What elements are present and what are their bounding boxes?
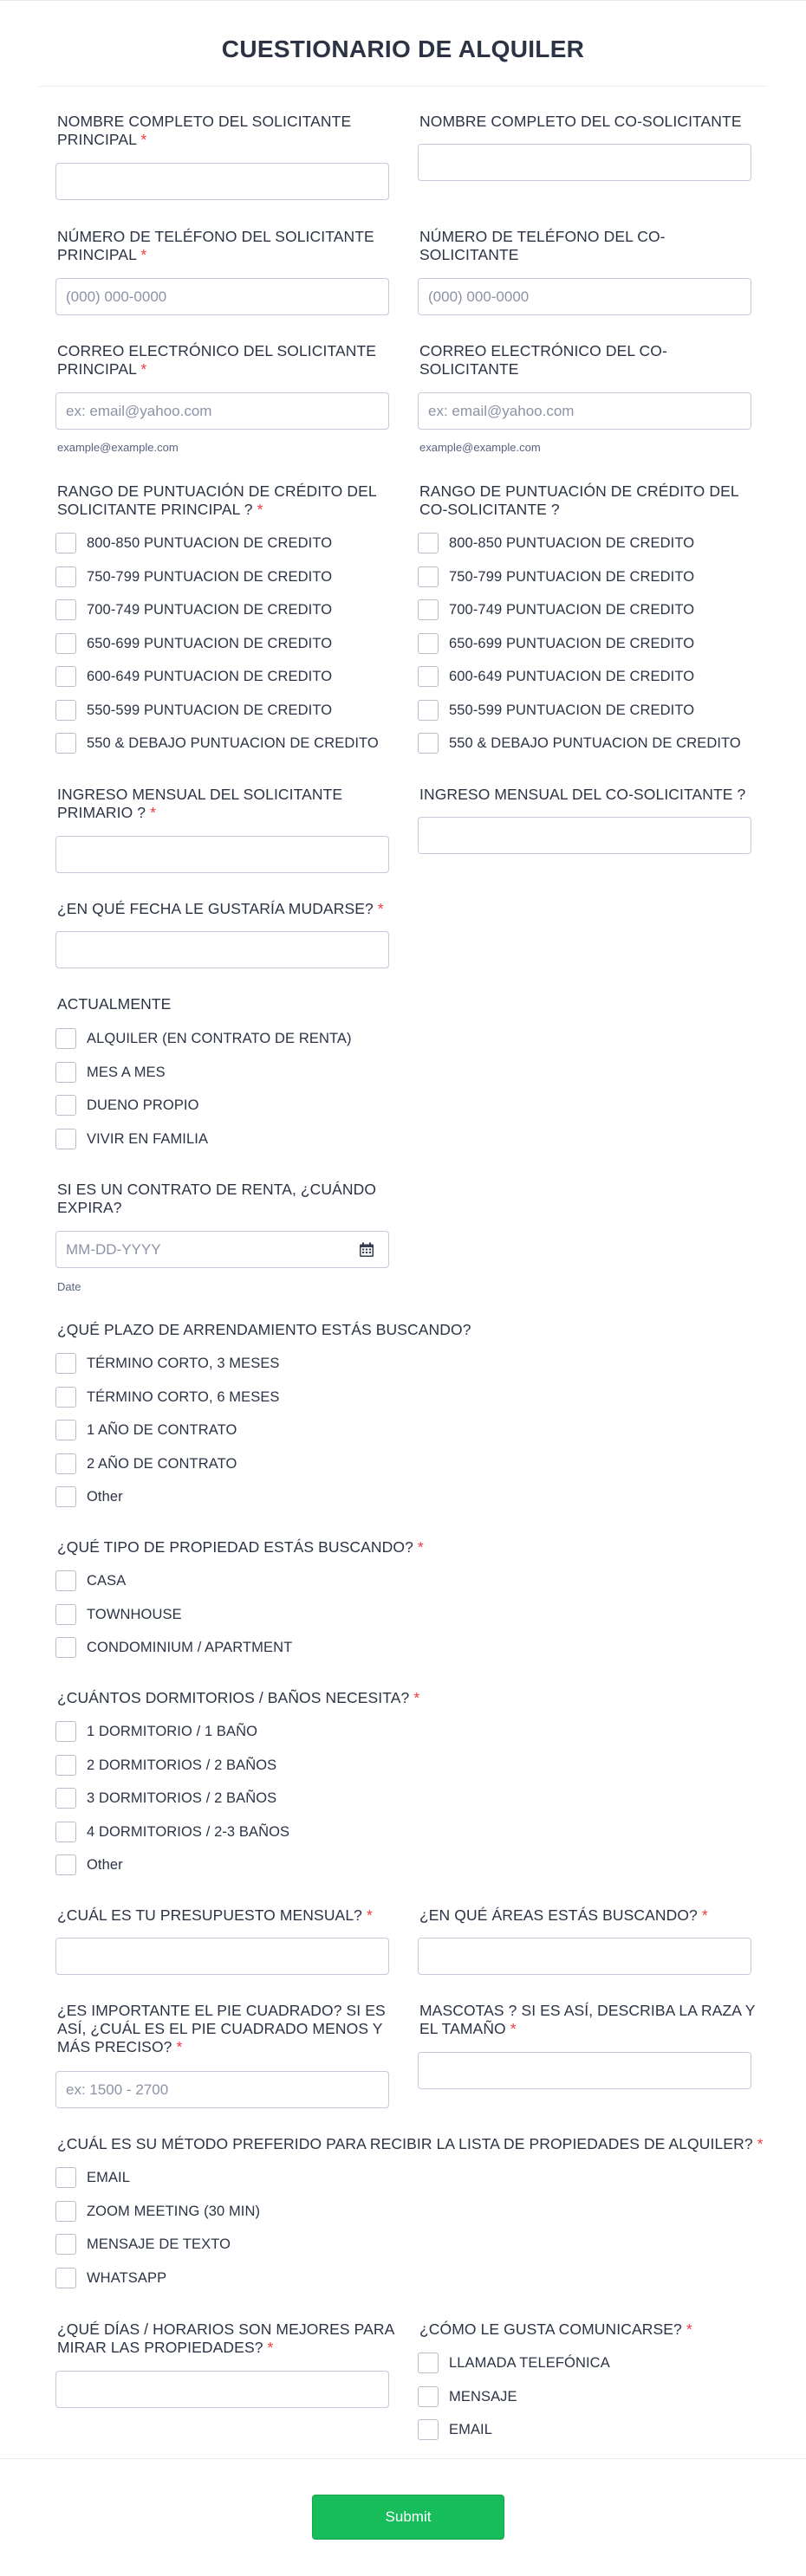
rooms-option[interactable] xyxy=(55,1854,123,1875)
credit-co-option[interactable] xyxy=(418,533,694,553)
lease-term-option[interactable] xyxy=(55,1453,237,1474)
credit-co-option-label: 650-699 PUNTUACION DE CREDITO xyxy=(449,635,695,651)
phone-primary-label: NÚMERO DE TELÉFONO DEL SOLICITANTE PRINCIPAL * xyxy=(57,228,374,263)
income-co-label: INGRESO MENSUAL DEL CO-SOLICITANTE ? xyxy=(419,786,746,803)
property-type-checkbox[interactable] xyxy=(55,1637,76,1658)
income-primary-label: INGRESO MENSUAL DEL SOLICITANTE PRIMARIO ? * xyxy=(57,786,343,821)
credit-primary-option[interactable] xyxy=(55,700,332,721)
rooms-option-label: 2 DORMITORIOS / 2 BAÑOS xyxy=(87,1757,277,1773)
credit-primary-option[interactable] xyxy=(55,666,332,687)
credit-co-checkbox[interactable] xyxy=(418,533,439,553)
areas-label: ¿EN QUÉ ÁREAS ESTÁS BUSCANDO? * xyxy=(419,1906,708,1924)
pets-input[interactable] xyxy=(418,2052,751,2089)
budget-input[interactable] xyxy=(55,1938,389,1975)
lease-term-option-label: 1 AÑO DE CONTRATO xyxy=(87,1421,237,1438)
credit-primary-option[interactable] xyxy=(55,733,379,754)
viewing-times-input[interactable] xyxy=(55,2371,389,2408)
credit-primary-checkbox[interactable] xyxy=(55,633,76,654)
list-method-checkbox[interactable] xyxy=(55,2234,76,2255)
budget-label: ¿CUÁL ES TU PRESUPUESTO MENSUAL? * xyxy=(57,1906,373,1924)
list-method-option-label: ZOOM MEETING (30 MIN) xyxy=(87,2203,261,2219)
credit-co-option-label: 700-749 PUNTUACION DE CREDITO xyxy=(449,601,695,618)
credit-co-checkbox[interactable] xyxy=(418,700,439,721)
phone-co-label: NÚMERO DE TELÉFONO DEL CO-SOLICITANTE xyxy=(419,228,666,263)
rooms-checkbox[interactable] xyxy=(55,1721,76,1742)
move-date-label: ¿EN QUÉ FECHA LE GUSTARÍA MUDARSE? * xyxy=(57,900,384,917)
list-method-checkbox[interactable] xyxy=(55,2268,76,2288)
lease-term-checkbox[interactable] xyxy=(55,1486,76,1507)
credit-co-option-label: 800-850 PUNTUACION DE CREDITO xyxy=(449,534,695,551)
property-type-option[interactable] xyxy=(55,1637,292,1658)
sqft-input[interactable] xyxy=(55,2071,389,2108)
rooms-option-label: 3 DORMITORIOS / 2 BAÑOS xyxy=(87,1790,277,1806)
lease-term-label: ¿QUÉ PLAZO DE ARRENDAMIENTO ESTÁS BUSCANDO? xyxy=(57,1321,471,1338)
credit-primary-option[interactable] xyxy=(55,566,332,587)
credit-co-option[interactable] xyxy=(418,633,694,654)
credit-co-option-label: 600-649 PUNTUACION DE CREDITO xyxy=(449,668,695,684)
rooms-option[interactable] xyxy=(55,1788,276,1809)
property-type-option-label: CASA xyxy=(87,1572,127,1589)
current-option[interactable] xyxy=(55,1095,199,1116)
phone-co-input[interactable] xyxy=(418,278,751,315)
credit-primary-option-label: 550-599 PUNTUACION DE CREDITO xyxy=(87,702,333,718)
credit-primary-option[interactable] xyxy=(55,533,332,553)
lease-term-checkbox[interactable] xyxy=(55,1387,76,1408)
credit-co-option[interactable] xyxy=(418,566,694,587)
lease-term-option[interactable] xyxy=(55,1387,280,1408)
contact-method-option-label: LLAMADA TELEFÓNICA xyxy=(449,2354,610,2371)
phone-primary-input[interactable] xyxy=(55,278,389,315)
list-method-checkbox[interactable] xyxy=(55,2201,76,2222)
calendar-icon[interactable] xyxy=(359,1242,374,1258)
rooms-option[interactable] xyxy=(55,1721,257,1742)
pets-label: MASCOTAS ? SI ES ASÍ, DESCRIBA LA RAZA Y EL TAMAÑO * xyxy=(419,2002,756,2037)
list-method-option-label: EMAIL xyxy=(87,2169,131,2185)
lease-expire-date-input[interactable] xyxy=(55,1231,389,1268)
footer-divider xyxy=(0,2458,806,2459)
current-option-label: MES A MES xyxy=(87,1064,166,1080)
email-co-sublabel: example@example.com xyxy=(419,441,541,454)
email-co-input[interactable] xyxy=(418,392,751,430)
property-type-checkbox[interactable] xyxy=(55,1604,76,1625)
rooms-option[interactable] xyxy=(55,1755,276,1776)
name-primary-label: NOMBRE COMPLETO DEL SOLICITANTE PRINCIPAL * xyxy=(57,113,352,148)
credit-co-option[interactable] xyxy=(418,666,694,687)
sqft-label: ¿ES IMPORTANTE EL PIE CUADRADO? SI ES ASÍ, ¿CUÁL ES EL PIE CUADRADO MENOS Y MÁS PRECISO? * xyxy=(57,2002,386,2055)
lease-term-option-label: 2 AÑO DE CONTRATO xyxy=(87,1455,237,1472)
name-co-input[interactable] xyxy=(418,144,751,181)
email-co-label: CORREO ELECTRÓNICO DEL CO-SOLICITANTE xyxy=(419,342,667,378)
credit-primary-option-label: 650-699 PUNTUACION DE CREDITO xyxy=(87,635,333,651)
credit-primary-option[interactable] xyxy=(55,633,332,654)
form-title: CUESTIONARIO DE ALQUILER xyxy=(221,36,585,62)
property-type-label: ¿QUÉ TIPO DE PROPIEDAD ESTÁS BUSCANDO? * xyxy=(57,1538,424,1556)
lease-expire-label: SI ES UN CONTRATO DE RENTA, ¿CUÁNDO EXPIRA? xyxy=(57,1181,377,1216)
property-type-option-label: TOWNHOUSE xyxy=(87,1606,182,1622)
contact-method-option-label: EMAIL xyxy=(449,2421,493,2437)
list-method-checkbox[interactable] xyxy=(55,2167,76,2188)
lease-term-option[interactable] xyxy=(55,1486,123,1507)
current-option-label: ALQUILER (EN CONTRATO DE RENTA) xyxy=(87,1030,352,1046)
name-co-label: NOMBRE COMPLETO DEL CO-SOLICITANTE xyxy=(419,113,742,130)
lease-term-option[interactable] xyxy=(55,1420,237,1440)
lease-term-checkbox[interactable] xyxy=(55,1420,76,1440)
income-primary-input[interactable] xyxy=(55,836,389,873)
rooms-option[interactable] xyxy=(55,1822,289,1842)
areas-input[interactable] xyxy=(418,1938,751,1975)
contact-method-checkbox[interactable] xyxy=(418,2419,439,2440)
rooms-checkbox[interactable] xyxy=(55,1755,76,1776)
rooms-option-label: Other xyxy=(87,1856,123,1873)
credit-co-checkbox[interactable] xyxy=(418,666,439,687)
credit-primary-checkbox[interactable] xyxy=(55,533,76,553)
lease-expire-sublabel: Date xyxy=(57,1280,81,1293)
lease-term-option-label: TÉRMINO CORTO, 6 MESES xyxy=(87,1388,280,1405)
credit-primary-checkbox[interactable] xyxy=(55,700,76,721)
viewing-times-label: ¿QUÉ DÍAS / HORARIOS SON MEJORES PARA MIRAR LAS PROPIEDADES? * xyxy=(57,2320,394,2356)
credit-co-option[interactable] xyxy=(418,700,694,721)
submit-button[interactable]: Submit xyxy=(312,2495,504,2540)
credit-co-label: RANGO DE PUNTUACIÓN DE CRÉDITO DEL CO-SOLICITANTE ? xyxy=(419,482,739,518)
current-checkbox[interactable] xyxy=(55,1129,76,1149)
rooms-checkbox[interactable] xyxy=(55,1854,76,1875)
list-method-option[interactable] xyxy=(55,2268,166,2288)
credit-co-option-label: 550 & DEBAJO PUNTUACION DE CREDITO xyxy=(449,735,741,751)
credit-primary-checkbox[interactable] xyxy=(55,599,76,620)
credit-primary-checkbox[interactable] xyxy=(55,733,76,754)
credit-primary-option-label: 750-799 PUNTUACION DE CREDITO xyxy=(87,568,333,585)
rooms-label: ¿CUÁNTOS DORMITORIOS / BAÑOS NECESITA? * xyxy=(57,1689,420,1706)
move-date-input[interactable] xyxy=(55,931,389,968)
list-method-label: ¿CUÁL ES SU MÉTODO PREFERIDO PARA RECIBIR LA LISTA DE PROPIEDADES DE ALQUILER? * xyxy=(57,2135,764,2152)
credit-primary-checkbox[interactable] xyxy=(55,666,76,687)
credit-primary-option-label: 550 & DEBAJO PUNTUACION DE CREDITO xyxy=(87,735,379,751)
email-primary-input[interactable] xyxy=(55,392,389,430)
contact-method-label: ¿CÓMO LE GUSTA COMUNICARSE? * xyxy=(419,2320,692,2338)
contact-method-option-label: MENSAJE xyxy=(449,2388,517,2404)
credit-primary-option-label: 700-749 PUNTUACION DE CREDITO xyxy=(87,601,333,618)
contact-method-checkbox[interactable] xyxy=(418,2353,439,2373)
contact-method-option[interactable] xyxy=(418,2386,517,2407)
property-type-option[interactable] xyxy=(55,1604,182,1625)
current-option[interactable] xyxy=(55,1028,352,1049)
credit-co-option[interactable] xyxy=(418,733,741,754)
rooms-checkbox[interactable] xyxy=(55,1788,76,1809)
header-divider xyxy=(39,86,767,87)
current-option[interactable] xyxy=(55,1129,208,1149)
current-checkbox[interactable] xyxy=(55,1095,76,1116)
email-primary-label: CORREO ELECTRÓNICO DEL SOLICITANTE PRINCIPAL * xyxy=(57,342,377,378)
rooms-option-label: 1 DORMITORIO / 1 BAÑO xyxy=(87,1723,258,1739)
property-type-option-label: CONDOMINIUM / APARTMENT xyxy=(87,1639,293,1655)
current-option-label: VIVIR EN FAMILIA xyxy=(87,1130,209,1147)
contact-method-option[interactable] xyxy=(418,2353,610,2373)
credit-co-option-label: 550-599 PUNTUACION DE CREDITO xyxy=(449,702,695,718)
current-checkbox[interactable] xyxy=(55,1062,76,1083)
current-option-label: DUENO PROPIO xyxy=(87,1097,199,1113)
current-checkbox[interactable] xyxy=(55,1028,76,1049)
rooms-option-label: 4 DORMITORIOS / 2-3 BAÑOS xyxy=(87,1823,290,1840)
credit-co-checkbox[interactable] xyxy=(418,599,439,620)
credit-co-option-label: 750-799 PUNTUACION DE CREDITO xyxy=(449,568,695,585)
lease-term-option[interactable] xyxy=(55,1353,280,1374)
name-primary-input[interactable] xyxy=(55,163,389,200)
credit-primary-option[interactable] xyxy=(55,599,332,620)
credit-primary-option-label: 800-850 PUNTUACION DE CREDITO xyxy=(87,534,333,551)
email-primary-sublabel: example@example.com xyxy=(57,441,179,454)
credit-primary-label: RANGO DE PUNTUACIÓN DE CRÉDITO DEL SOLICITANTE PRINCIPAL ? * xyxy=(57,482,377,518)
list-method-option-label: WHATSAPP xyxy=(87,2269,167,2286)
contact-method-option[interactable] xyxy=(418,2419,492,2440)
credit-co-checkbox[interactable] xyxy=(418,566,439,587)
property-type-checkbox[interactable] xyxy=(55,1570,76,1591)
credit-co-option[interactable] xyxy=(418,599,694,620)
property-type-option[interactable] xyxy=(55,1570,126,1591)
credit-primary-option-label: 600-649 PUNTUACION DE CREDITO xyxy=(87,668,333,684)
list-method-option[interactable] xyxy=(55,2201,260,2222)
list-method-option-label: MENSAJE DE TEXTO xyxy=(87,2236,231,2252)
credit-co-checkbox[interactable] xyxy=(418,733,439,754)
current-option[interactable] xyxy=(55,1062,166,1083)
lease-term-option-label: TÉRMINO CORTO, 3 MESES xyxy=(87,1355,280,1371)
list-method-option[interactable] xyxy=(55,2167,130,2188)
lease-term-checkbox[interactable] xyxy=(55,1353,76,1374)
income-co-input[interactable] xyxy=(418,817,751,854)
rooms-checkbox[interactable] xyxy=(55,1822,76,1842)
list-method-option[interactable] xyxy=(55,2234,231,2255)
lease-term-checkbox[interactable] xyxy=(55,1453,76,1474)
credit-primary-checkbox[interactable] xyxy=(55,566,76,587)
current-status-label: ACTUALMENTE xyxy=(57,995,172,1013)
contact-method-checkbox[interactable] xyxy=(418,2386,439,2407)
credit-co-checkbox[interactable] xyxy=(418,633,439,654)
lease-term-option-label: Other xyxy=(87,1488,123,1505)
